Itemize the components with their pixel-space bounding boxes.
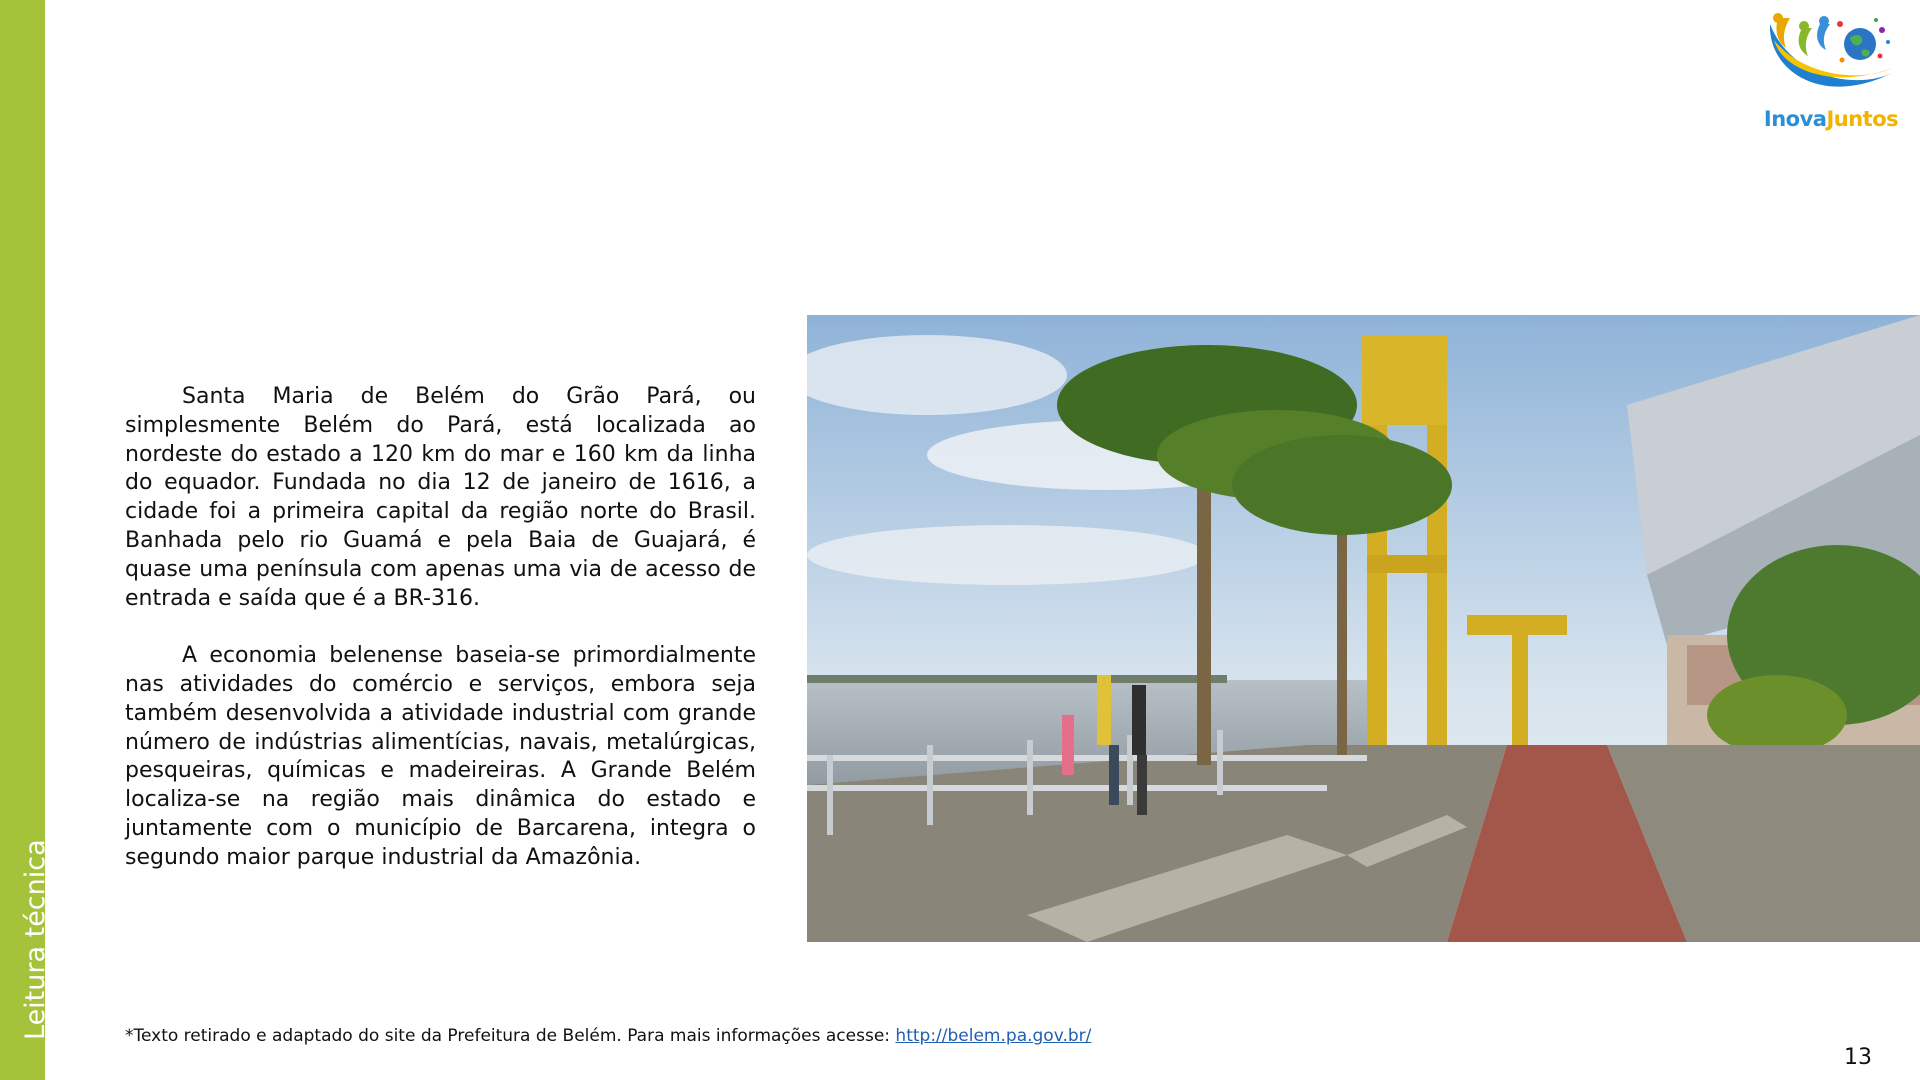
logo-emblem-icon <box>1764 10 1899 105</box>
side-bar <box>0 0 51 1080</box>
footnote-text: *Texto retirado e adaptado do site da Prefeitura de Belém. Para mais informações acesse: <box>125 1026 896 1046</box>
page-number: 13 <box>1844 1045 1872 1070</box>
inova-juntos-logo <box>1756 10 1906 135</box>
paragraph-location: Santa Maria de Belém do Grão Pará, ou simplesmente Belém do Pará, está localizada ao nordeste do estado a 120 km do mar e 160 km da linha do equador. Fundada no dia 12 de janeiro de 1616, a cidade foi a primeira capital da região norte do Brasil. Banhada pelo rio Guamá e pela Baia de Guajará, é quase uma península com apenas uma via de acesso de entrada e saída que é a BR-316. <box>125 384 756 611</box>
paragraph-economy: A economia belenense baseia-se primordialmente nas atividades do comércio e serviços, embora seja também desenvolvida a atividade industrial com grande número de indústrias alimentícias, navais, metalúrgicas, pesqueiras, químicas e madeireiras. A Grande Belém localiza-se na região mais dinâmica do estado e juntamente com o município de Barcarena, integra o segundo maior parque industrial da Amazônia. <box>125 643 756 870</box>
belem-waterfront-photo <box>807 315 1920 942</box>
section-label: Leitura técnica <box>20 839 51 1040</box>
body-text <box>125 383 756 873</box>
logo-word-juntos: Juntos <box>1826 107 1899 131</box>
logo-wordmark <box>1756 107 1906 131</box>
prefeitura-link[interactable]: http://belem.pa.gov.br/ <box>895 1026 1092 1046</box>
footnote <box>125 1026 1091 1046</box>
logo-word-inova: Inova <box>1763 107 1827 131</box>
